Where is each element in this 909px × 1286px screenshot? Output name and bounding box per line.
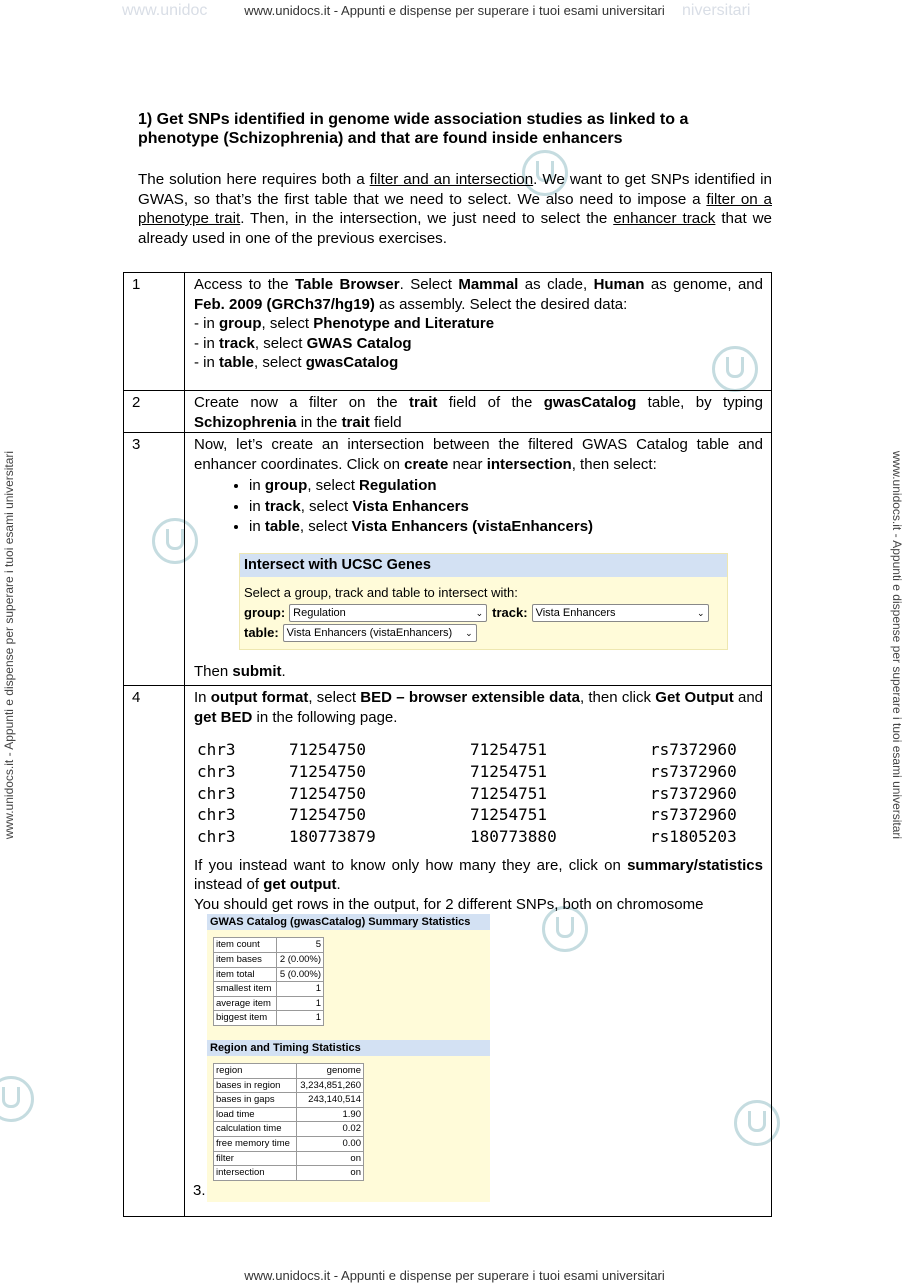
- step-row-4: [124, 686, 772, 1217]
- table-row: [214, 1166, 364, 1181]
- exercise-heading: [138, 110, 778, 148]
- table-label: table:: [244, 625, 279, 640]
- table-row: [214, 1107, 364, 1122]
- heading-line-2: phenotype (Schizophrenia) and that are found inside enhancers: [138, 130, 623, 147]
- stat-value: 5: [277, 938, 324, 953]
- underlined-phrase: filter and an intersection: [369, 171, 534, 188]
- result-note: You should get rows in the output, for 2 different SNPs, both on chromosome: [194, 895, 704, 913]
- bed-cell: chr3: [197, 740, 236, 759]
- step-row-2: [124, 391, 772, 433]
- watermark-top: www.unidocs.it - Appunti e dispense per superare i tuoi esami universitari: [244, 3, 665, 18]
- stat-value: 1: [277, 996, 324, 1011]
- bed-row: [197, 804, 763, 826]
- stat-value: on: [297, 1151, 364, 1166]
- bed-cell: chr3: [197, 783, 236, 803]
- stat-label: calculation time: [214, 1122, 297, 1137]
- bed-cell: 180773879: [289, 827, 376, 847]
- table-row: [214, 967, 324, 982]
- underlined-phrase: enhancer track: [613, 210, 716, 227]
- table-row: [214, 1093, 364, 1108]
- bed-cell: 71254751: [470, 805, 548, 825]
- group-label: group:: [244, 605, 286, 620]
- stat-label: bases in gaps: [214, 1093, 297, 1108]
- bed-row: [197, 761, 763, 783]
- track-select[interactable]: Vista Enhancers ⌄: [532, 604, 709, 622]
- bed-cell: 71254750: [289, 761, 367, 781]
- bed-cell: chr3: [197, 805, 236, 825]
- step-number: 2: [124, 391, 185, 433]
- stat-value: 5 (0.00%): [277, 967, 324, 982]
- step-3-body: Now, let’s create an intersection between the filtered GWAS Catalog table and enhancer coordinates. Click on create near intersection, then select: • in group, select Regulation • in track, select Vista Enhancers • in table, select Vista Enhancers (vistaEnhancers) Intersect with UCSC Genes Select a group, track and table to intersect with: group: Regulation ⌄ track: Vista Enhancers ⌄ table: Vista Enhancers (vistaEnhancers) ⌄ Then submit.: [185, 433, 772, 686]
- stat-value: 2 (0.00%): [277, 953, 324, 968]
- bed-cell: rs7372960: [650, 783, 737, 803]
- ucsc-instruction: Select a group, track and table to intersect with:: [244, 585, 518, 600]
- table-row: [214, 1137, 364, 1152]
- watermark-faint-left: www.unidoc: [122, 2, 208, 19]
- stat-value: 0.00: [297, 1137, 364, 1152]
- region-stats-title: Region and Timing Statistics: [207, 1040, 490, 1056]
- table-row: [214, 996, 324, 1011]
- bed-cell: 71254751: [470, 783, 548, 803]
- bed-row: [197, 826, 763, 848]
- stat-label: load time: [214, 1107, 297, 1122]
- bed-cell: rs7372960: [650, 805, 737, 825]
- step-2-body: Create now a filter on the trait field of the gwasCatalog table, by typing Schizophrenia in the trait field: [185, 391, 772, 433]
- watermark-logo-icon: [0, 1076, 34, 1122]
- bed-cell: rs7372960: [650, 761, 737, 781]
- selection-bullet-list: [194, 476, 763, 537]
- stat-value: 1: [277, 1011, 324, 1026]
- step-1-body: Access to the Table Browser. Select Mammal as clade, Human as genome, and Feb. 2009 (GRCh37/hg19) as assembly. Select the desired data: - in group, select Phenotype and Literature - in track, select GWAS Catalog - in table, select gwasCatalog: [185, 273, 772, 391]
- step-number: 1: [124, 273, 185, 391]
- bed-cell: 180773880: [470, 827, 557, 847]
- step-number: 4: [124, 686, 185, 1217]
- stat-value: 1: [277, 982, 324, 997]
- stat-label: average item: [214, 996, 277, 1011]
- table-row: [214, 982, 324, 997]
- region-stats-table: [213, 1063, 364, 1181]
- bed-row: [197, 739, 763, 761]
- stat-label: region: [214, 1064, 297, 1079]
- table-row: [214, 1122, 364, 1137]
- step-4-body: In output format, select BED – browser extensible data, then click Get Output and get BED in the following page. chr3 71254750 71254751 rs7372960 chr3 71254750 71254751 rs7372960 chr3 71254750 71254751 rs7372960 chr3 71254750 71254751 rs7372960 chr3 180773879 180773880 rs1805203 If you instead want to know only how many they are, click on summary/statistics instead of get output. You should get rows in the output, for 2 different SNPs, both on chromosome GWAS Catalog (gwasCatalog) Summary Statistics item count 5 item bases 2 (0.00%) item total 5 (0.00%) smallest item 1 average item 1 biggest item 1 Region and Timing Statistics region genome bases in region 3,234,851,260 bases in gaps 243,140,514 load time 1.90 calculation time 0.02 free memory time 0.00 filter on intersection on 3.: [185, 686, 772, 1217]
- stats-screenshot: [193, 914, 490, 1201]
- stat-label: filter: [214, 1151, 297, 1166]
- stat-label: item count: [214, 938, 277, 953]
- step-number: 3: [124, 433, 185, 686]
- bed-cell: 71254751: [470, 761, 548, 781]
- bed-cell: 71254750: [289, 783, 367, 803]
- stat-value: 0.02: [297, 1122, 364, 1137]
- step-row-3: [124, 433, 772, 686]
- table-row: [214, 1151, 364, 1166]
- table-select[interactable]: Vista Enhancers (vistaEnhancers) ⌄: [283, 624, 477, 642]
- summary-stats-title: GWAS Catalog (gwasCatalog) Summary Statistics: [207, 914, 490, 930]
- stat-label: smallest item: [214, 982, 277, 997]
- table-row: [214, 1078, 364, 1093]
- bed-cell: chr3: [197, 827, 236, 847]
- ucsc-panel-title: Intersect with UCSC Genes: [240, 554, 727, 578]
- summary-stats-table: [213, 937, 324, 1026]
- watermark-side-right: www.unidocs.it - Appunti e dispense per superare i tuoi esami universitari: [890, 450, 904, 840]
- watermark-side-left: www.unidocs.it - Appunti e dispense per superare i tuoi esami universitari: [2, 450, 16, 840]
- trailing-text: 3.: [193, 1181, 206, 1199]
- bed-output: [197, 739, 763, 848]
- group-select[interactable]: Regulation ⌄: [289, 604, 487, 622]
- watermark-bottom: www.unidocs.it - Appunti e dispense per superare i tuoi esami universitari: [244, 1268, 665, 1283]
- steps-table: [123, 272, 772, 1217]
- list-item: • in table, select Vista Enhancers (vistaEnhancers): [249, 517, 763, 537]
- table-row: [214, 953, 324, 968]
- step-row-1: [124, 273, 772, 391]
- stat-value: on: [297, 1166, 364, 1181]
- stat-value: 3,234,851,260: [297, 1078, 364, 1093]
- stat-label: item bases: [214, 953, 277, 968]
- chevron-down-icon: ⌄: [465, 628, 473, 638]
- bed-cell: 71254750: [289, 805, 367, 825]
- ucsc-intersect-panel: [239, 553, 728, 651]
- bed-cell: rs7372960: [650, 740, 737, 759]
- stat-label: free memory time: [214, 1137, 297, 1152]
- list-item: • in track, select Vista Enhancers: [249, 497, 763, 517]
- stat-label: bases in region: [214, 1078, 297, 1093]
- chevron-down-icon: ⌄: [697, 608, 705, 618]
- table-row: [214, 1064, 364, 1079]
- table-row: [214, 1011, 324, 1026]
- stat-value: 1.90: [297, 1107, 364, 1122]
- stat-value: genome: [297, 1064, 364, 1079]
- watermark-faint-right: niversitari: [682, 2, 751, 19]
- stat-value: 243,140,514: [297, 1093, 364, 1108]
- bed-cell: chr3: [197, 761, 236, 781]
- bed-cell: 71254751: [470, 740, 548, 759]
- bed-cell: 71254750: [289, 740, 367, 759]
- stat-label: intersection: [214, 1166, 297, 1181]
- stat-label: item total: [214, 967, 277, 982]
- intro-paragraph: The solution here requires both a filter and an intersection. We want to get SNPs identified in GWAS, so that’s the first table that we need to select. We also need to impose a filter on a phenotype trait. Then, in the intersection, we just need to select the enhancer track that we already used in one of the previous exercises.: [138, 171, 772, 247]
- track-label: track:: [492, 605, 528, 620]
- heading-line-1: 1) Get SNPs identified in genome wide association studies as linked to a: [138, 111, 689, 128]
- chevron-down-icon: ⌄: [475, 608, 484, 618]
- bed-row: [197, 783, 763, 805]
- table-row: [214, 938, 324, 953]
- stat-label: biggest item: [214, 1011, 277, 1026]
- underlined-phrase: filter on a phenotype trait: [138, 190, 772, 227]
- list-item: • in group, select Regulation: [249, 476, 763, 496]
- bed-cell: rs1805203: [650, 827, 737, 847]
